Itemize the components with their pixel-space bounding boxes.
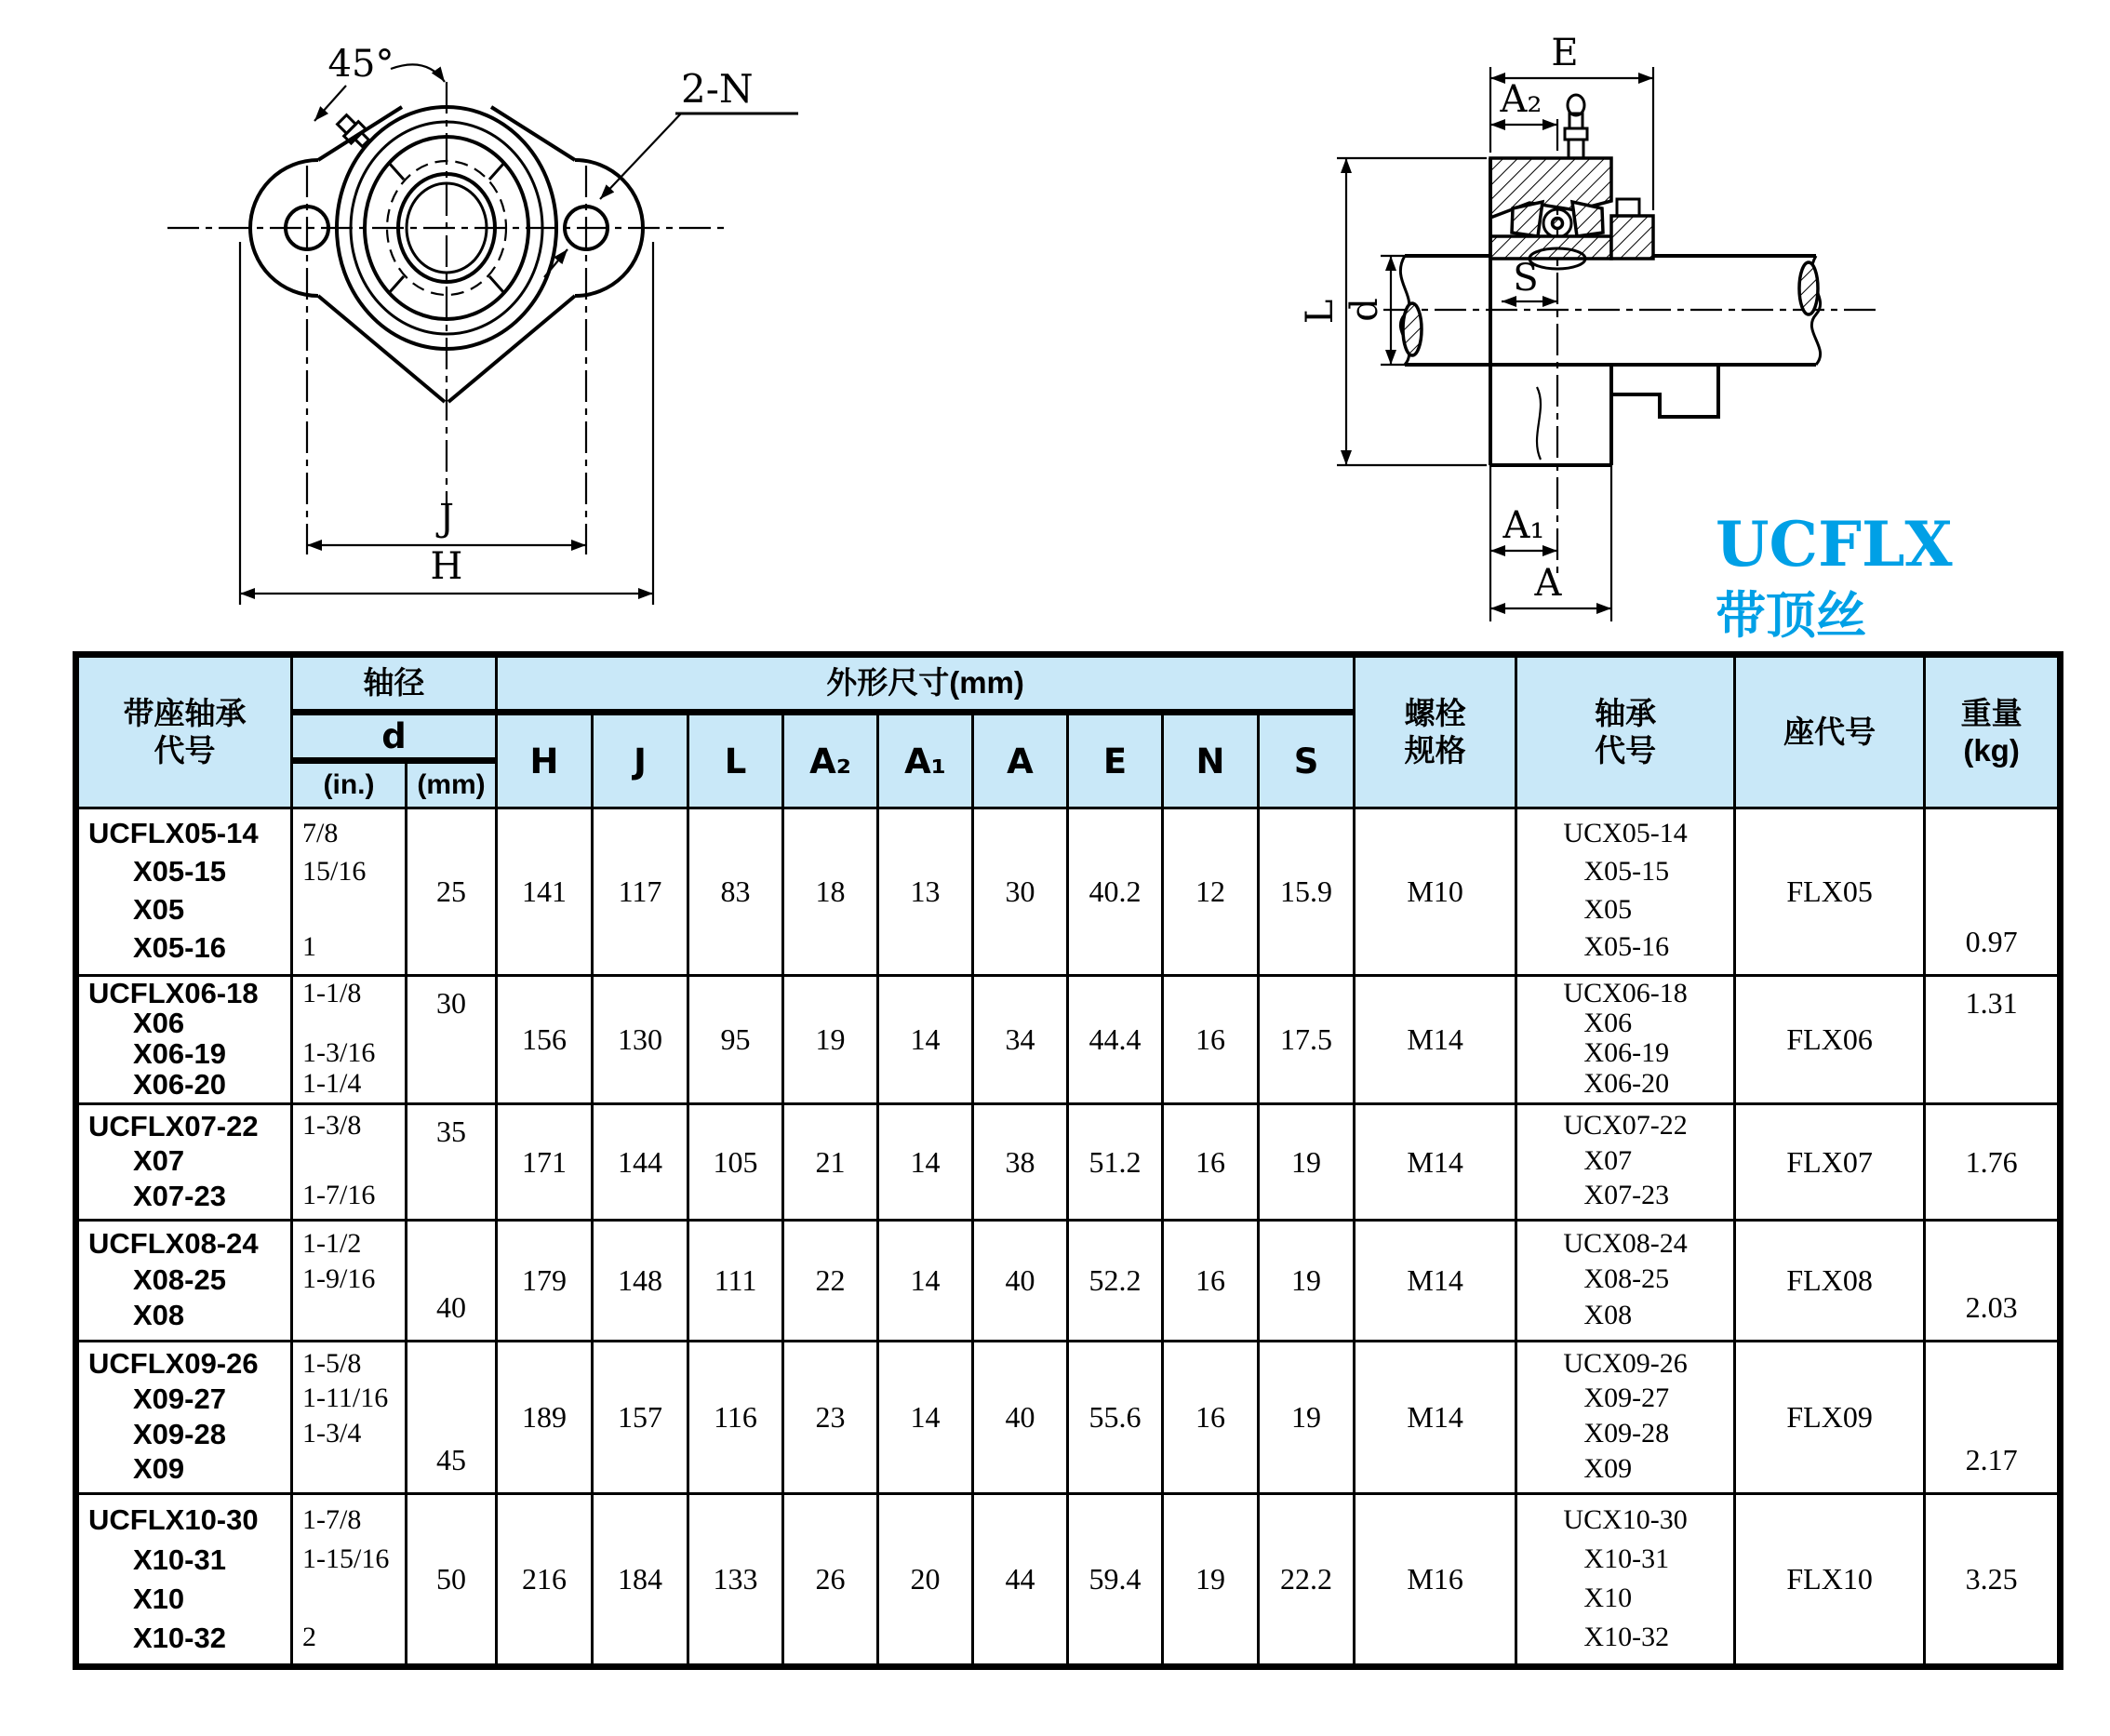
line: 1-1/4 (302, 1067, 362, 1099)
dim-A2-cell: 21 (783, 1104, 878, 1221)
dim-A-cell: 38 (973, 1104, 1068, 1221)
line: X06 (133, 1007, 185, 1040)
line: X06 (1583, 1007, 1633, 1038)
shaft-dia-in-cell (292, 1221, 407, 1342)
dim-label-A1: A₁ (1502, 504, 1545, 547)
line: X07 (133, 1144, 185, 1178)
dim-H-cell: 216 (497, 1494, 593, 1667)
line: UCFLX07-22 (88, 1109, 259, 1142)
line: X07-23 (1583, 1179, 1670, 1210)
line: UCX08-24 (1563, 1227, 1688, 1259)
housing-code-cell: FLX07 (1735, 1104, 1925, 1221)
header-dim-A: A (973, 713, 1068, 808)
table-header (76, 655, 2061, 808)
bearing-code-cell (1516, 808, 1735, 976)
header-unit-code (76, 655, 292, 808)
housing-code-cell: FLX06 (1735, 976, 1925, 1104)
table-row (76, 808, 2061, 976)
header-dim-E: E (1068, 713, 1163, 808)
bearing-code-cell (1516, 1221, 1735, 1342)
header-dim-J: J (593, 713, 688, 808)
dim-S-cell: 19 (1259, 1342, 1355, 1494)
line: UCFLX09-26 (88, 1346, 259, 1380)
line: X09-27 (133, 1382, 226, 1415)
line: X08-25 (133, 1262, 226, 1296)
line: X06-19 (133, 1036, 226, 1070)
header-dim-A1: A₁ (878, 713, 973, 808)
side-view-drawing (1295, 19, 2011, 661)
line: 1-5/8 (302, 1347, 362, 1379)
line: 1-3/4 (302, 1417, 362, 1449)
header-weight-line2: (kg) (1963, 733, 2020, 768)
line: UCFLX06-18 (88, 976, 259, 1009)
weight-cell: 2.17 (1925, 1342, 2061, 1494)
shaft-dia-mm-cell: 45 (407, 1342, 497, 1494)
dim-A-cell: 40 (973, 1221, 1068, 1342)
dim-H-cell: 179 (497, 1221, 593, 1342)
shaft-dia-mm-cell: 30 (407, 976, 497, 1104)
bolt-note-annotation (544, 66, 798, 277)
angle-label: 45° (327, 43, 394, 86)
dim-A1-cell: 20 (878, 1494, 973, 1667)
header-mm: (mm) (407, 761, 497, 808)
dim-A-cell: 44 (973, 1494, 1068, 1667)
line: X10-31 (1583, 1543, 1670, 1575)
line: X05-16 (133, 931, 226, 965)
bearing-code-cell (1516, 1494, 1735, 1667)
header-d: d (292, 713, 497, 761)
dim-S-cell: 19 (1259, 1104, 1355, 1221)
header-dims-group: 外形尺寸(mm) (497, 655, 1355, 713)
set-screw (1617, 199, 1639, 216)
dim-H-cell: 156 (497, 976, 593, 1104)
dim-N-cell: 16 (1163, 1221, 1259, 1342)
line: UCFLX10-30 (88, 1503, 259, 1537)
dim-N-cell: 12 (1163, 808, 1259, 976)
shaft-dia-in-cell (292, 1494, 407, 1667)
header-unit-code-line1: 带座轴承 (123, 695, 247, 730)
dim-L-cell: 111 (688, 1221, 783, 1342)
shaft-dia-in-cell (292, 1342, 407, 1494)
series-sublabel: 带顶丝 (1716, 586, 1866, 645)
line: 1-15/16 (302, 1543, 390, 1575)
dim-N-cell: 16 (1163, 1104, 1259, 1221)
line: 1 (302, 931, 316, 963)
shaft-dia-in-cell (292, 976, 407, 1104)
dim-A-cell: 30 (973, 808, 1068, 976)
dim-E-cell: 52.2 (1068, 1221, 1163, 1342)
line: X05 (133, 893, 185, 927)
dim-S-cell: 19 (1259, 1221, 1355, 1342)
shaft-dia-in-cell (292, 808, 407, 976)
unit-code-cell (76, 976, 292, 1104)
dim-L-cell: 95 (688, 976, 783, 1104)
bearing-code-cell (1516, 976, 1735, 1104)
dim-J-cell: 144 (593, 1104, 688, 1221)
dim-E-cell: 59.4 (1068, 1494, 1163, 1667)
weight-cell: 1.76 (1925, 1104, 2061, 1221)
line: 7/8 (302, 817, 339, 848)
line: UCX09-26 (1563, 1347, 1688, 1379)
dim-H-cell: 141 (497, 808, 593, 976)
shaft-dia-in-cell (292, 1104, 407, 1221)
line: X09-28 (1583, 1417, 1670, 1449)
dimension-table (73, 651, 2063, 1670)
bolt-spec-cell: M14 (1355, 1221, 1516, 1342)
line (293, 1147, 405, 1175)
dimension-A2 (1490, 78, 1557, 125)
line (293, 1584, 405, 1612)
line: 1-1/2 (302, 1227, 362, 1259)
dim-S-cell: 22.2 (1259, 1494, 1355, 1667)
dim-A1-cell: 14 (878, 976, 973, 1104)
line: 15/16 (302, 855, 367, 887)
dim-L-cell: 133 (688, 1494, 783, 1667)
bearing-code-cell (1516, 1342, 1735, 1494)
dim-J-cell: 148 (593, 1221, 688, 1342)
line: X08 (133, 1299, 185, 1332)
line: X06-19 (1583, 1037, 1670, 1069)
dim-label-H: H (430, 545, 463, 588)
line: X10-32 (1583, 1622, 1670, 1653)
line: 1-3/16 (302, 1037, 376, 1069)
dim-A2-cell: 23 (783, 1342, 878, 1494)
dim-A-cell: 40 (973, 1342, 1068, 1494)
front-view-drawing (74, 19, 968, 637)
series-caption (1716, 508, 1953, 645)
dim-E-cell: 44.4 (1068, 976, 1163, 1104)
dim-A-cell: 34 (973, 976, 1068, 1104)
line: X10-31 (133, 1542, 226, 1576)
table-row (76, 1342, 2061, 1494)
dim-J-cell: 117 (593, 808, 688, 976)
line: 1-7/8 (302, 1504, 362, 1536)
shaft-dia-mm-cell: 50 (407, 1494, 497, 1667)
line: X06-20 (1583, 1067, 1670, 1099)
header-dim-H: H (497, 713, 593, 808)
grease-nipple (1565, 95, 1587, 158)
bearing-code-cell (1516, 1104, 1735, 1221)
dimension-J (307, 497, 586, 545)
dim-J-cell: 130 (593, 976, 688, 1104)
dim-label-E: E (1551, 32, 1579, 74)
line: UCX05-14 (1563, 817, 1688, 848)
line: 1-3/8 (302, 1110, 362, 1142)
dim-J-cell: 157 (593, 1342, 688, 1494)
header-bearing-line1: 轴承 (1595, 695, 1657, 730)
line: X08 (1583, 1299, 1633, 1330)
header-bearing-code (1516, 655, 1735, 808)
line (293, 896, 405, 924)
dim-A2-cell: 18 (783, 808, 878, 976)
dim-label-J: J (438, 497, 455, 540)
header-dim-N: N (1163, 713, 1259, 808)
line: X05-15 (1583, 855, 1670, 887)
dim-N-cell: 19 (1163, 1494, 1259, 1667)
header-bolt-spec (1355, 655, 1516, 808)
unit-code-cell (76, 1221, 292, 1342)
dim-A2-cell: 22 (783, 1221, 878, 1342)
unit-code-cell (76, 1494, 292, 1667)
dim-L-cell: 116 (688, 1342, 783, 1494)
header-shaft-dia: 轴径 (292, 655, 497, 713)
line: UCX06-18 (1563, 977, 1688, 1008)
header-in: (in.) (292, 761, 407, 808)
dim-A2-cell: 19 (783, 976, 878, 1104)
dim-S-cell: 17.5 (1259, 976, 1355, 1104)
unit-code-cell (76, 1342, 292, 1494)
line: X08-25 (1583, 1263, 1670, 1295)
dim-E-cell: 40.2 (1068, 808, 1163, 976)
line: 1-1/8 (302, 977, 362, 1008)
header-weight-line1: 重量 (1960, 695, 2023, 730)
line: X09 (1583, 1452, 1633, 1484)
header-weight (1925, 655, 2061, 808)
line: X05 (1583, 893, 1633, 925)
dim-E-cell: 51.2 (1068, 1104, 1163, 1221)
line: UCX10-30 (1563, 1504, 1688, 1536)
table-row (76, 1494, 2061, 1667)
bolt-spec-cell: M10 (1355, 808, 1516, 976)
dim-label-d: d (1343, 298, 1386, 322)
dim-S-cell: 15.9 (1259, 808, 1355, 976)
header-dim-A2: A₂ (783, 713, 878, 808)
header-bolt-line2: 规格 (1404, 733, 1466, 768)
header-dim-S: S (1259, 713, 1355, 808)
header-dim-L: L (688, 713, 783, 808)
dim-A1-cell: 14 (878, 1104, 973, 1221)
line: X07-23 (133, 1179, 226, 1212)
dim-label-S: S (1513, 257, 1539, 300)
bolt-spec-cell: M16 (1355, 1494, 1516, 1667)
dim-L-cell: 105 (688, 1104, 783, 1221)
line: X10-32 (133, 1621, 226, 1654)
line: X09-28 (133, 1417, 226, 1450)
line: 1-7/16 (302, 1179, 376, 1210)
shaft-dia-mm-cell: 25 (407, 808, 497, 976)
shaft-dia-mm-cell: 40 (407, 1221, 497, 1342)
dim-E-cell: 55.6 (1068, 1342, 1163, 1494)
bolt-spec-cell: M14 (1355, 1342, 1516, 1494)
table-row (76, 976, 2061, 1104)
dimension-L (1299, 158, 1487, 465)
dim-N-cell: 16 (1163, 1342, 1259, 1494)
line: X09-27 (1583, 1382, 1670, 1414)
header-bolt-line1: 螺栓 (1404, 695, 1466, 730)
housing-code-cell: FLX09 (1735, 1342, 1925, 1494)
line: 1-11/16 (302, 1382, 389, 1414)
dim-A2-cell: 26 (783, 1494, 878, 1667)
bolt-spec-cell: M14 (1355, 1104, 1516, 1221)
header-unit-code-line2: 代号 (154, 733, 216, 768)
weight-cell: 3.25 (1925, 1494, 2061, 1667)
series-label: UCFLX (1716, 508, 1953, 581)
unit-code-cell (76, 1104, 292, 1221)
line: 1-9/16 (302, 1263, 376, 1295)
dim-L-cell: 83 (688, 808, 783, 976)
dim-A1-cell: 14 (878, 1221, 973, 1342)
dim-H-cell: 171 (497, 1104, 593, 1221)
line: X06-20 (133, 1067, 226, 1101)
line: X05-16 (1583, 931, 1670, 963)
line: X09 (133, 1452, 185, 1486)
header-bearing-line2: 代号 (1595, 733, 1657, 768)
shaft-dia-mm-cell: 35 (407, 1104, 497, 1221)
line: UCFLX05-14 (88, 817, 259, 850)
housing-code-cell: FLX08 (1735, 1221, 1925, 1342)
housing-code-cell: FLX10 (1735, 1494, 1925, 1667)
line: X07 (1583, 1144, 1633, 1176)
dim-label-A: A (1534, 562, 1562, 605)
bolt-note-label: 2-N (681, 66, 754, 112)
housing-code-cell: FLX05 (1735, 808, 1925, 976)
line: X10 (1583, 1582, 1633, 1614)
table-row (76, 1104, 2061, 1221)
line (293, 1009, 405, 1037)
weight-cell: 0.97 (1925, 808, 2061, 976)
line: UCFLX08-24 (88, 1226, 259, 1260)
dim-label-L: L (1299, 299, 1342, 325)
dimension-S (1502, 257, 1557, 301)
dim-A1-cell: 13 (878, 808, 973, 976)
bolt-spec-cell: M14 (1355, 976, 1516, 1104)
unit-code-cell (76, 808, 292, 976)
line: X05-15 (133, 855, 226, 888)
dim-A1-cell: 14 (878, 1342, 973, 1494)
line (293, 1455, 405, 1483)
line: 2 (302, 1622, 316, 1653)
dim-N-cell: 16 (1163, 976, 1259, 1104)
weight-cell: 1.31 (1925, 976, 2061, 1104)
table-row (76, 1221, 2061, 1342)
line: UCX07-22 (1563, 1110, 1688, 1142)
weight-cell: 2.03 (1925, 1221, 2061, 1342)
dim-J-cell: 184 (593, 1494, 688, 1667)
line: X10 (133, 1582, 185, 1615)
table-body (76, 808, 2061, 1667)
housing-section (1490, 158, 1718, 465)
header-housing-code: 座代号 (1735, 655, 1925, 808)
line (293, 1302, 405, 1329)
dim-label-A2: A₂ (1500, 78, 1542, 121)
dim-H-cell: 189 (497, 1342, 593, 1494)
